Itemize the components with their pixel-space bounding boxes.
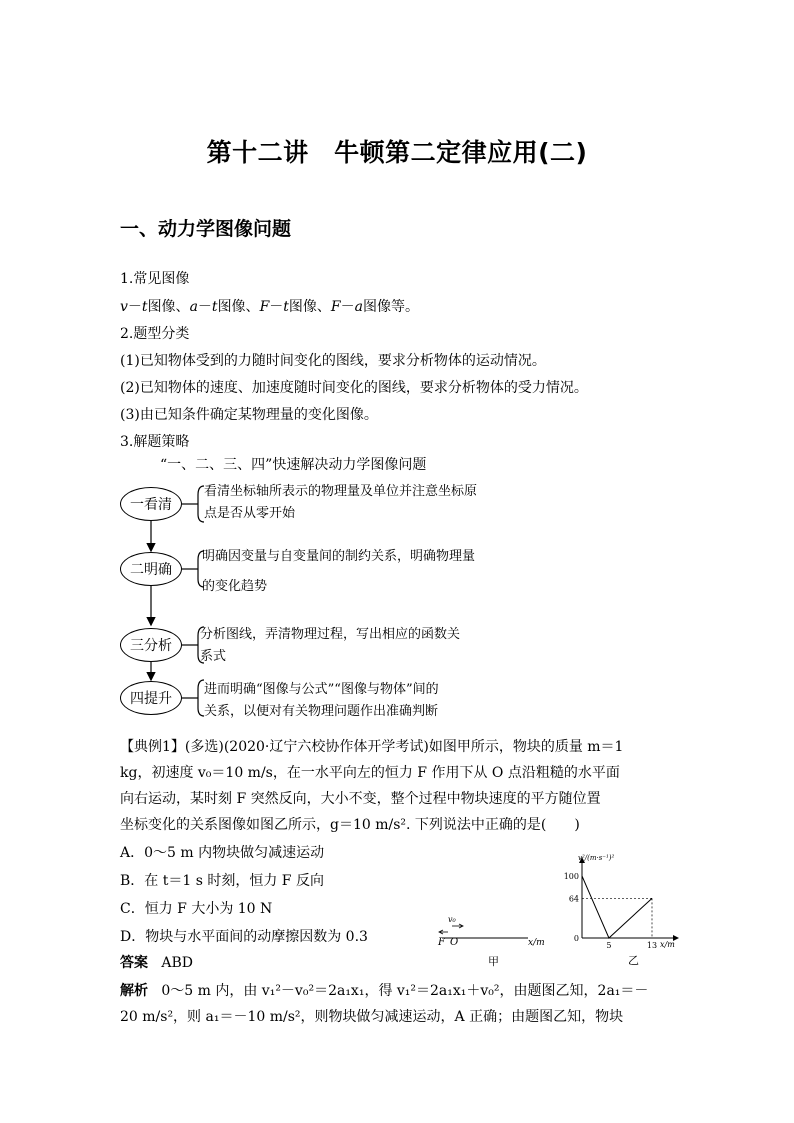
fig-jia-caption: 甲 (488, 955, 499, 968)
fig-jia-O-label: O (450, 937, 459, 948)
step-1-text: 看清坐标轴所表示的物理量及单位并注意坐标原 点是否从零开始 (204, 484, 478, 521)
problem-type-1: (1)已知物体受到的力随时间变化的图线，要求分析物体的运动情况。 (120, 353, 546, 369)
figure-jia (432, 910, 552, 970)
option-d: D．物块与水平面间的动摩擦因数为 0.3 (120, 929, 368, 945)
fig-jia-v0-label: v₀ (448, 915, 456, 924)
problem-type-3: (3)由已知条件确定某物理量的变化图像。 (120, 407, 378, 423)
option-a: A．0～5 m 内物块做匀减速运动 (120, 845, 325, 861)
step-oval-1: 一看清 (120, 487, 182, 521)
y-axis-label: v²/(m·s⁻¹)² (578, 854, 615, 862)
graph-types-line: v－t图像、a－t图像、F－t图像、F－a图像等。 (120, 299, 419, 315)
step-oval-3: 三分析 (120, 628, 182, 662)
problem-type-2: (2)已知物体的速度、加速度随时间变化的图线，要求分析物体的受力情况。 (120, 380, 588, 396)
step-4-text: 进而明确“图像与公式”“图像与物体”间的 关系，以便对有关物理问题作出准确判断 (204, 682, 439, 719)
fig-yi-caption: 乙 (628, 954, 639, 967)
analysis: 解析 0～5 m 内，由 v₁²－v₀²＝2a₁x₁，得 v₁²＝2a₁x₁＋v₀²，由题图乙知，2a₁＝－ 20 m/s²，则 a₁＝－10 m/s²，则物块做匀减速运动，A 正确；由题图乙知，物块 (120, 983, 649, 1025)
step-2-text: 明确因变量与自变量间的制约关系，明确物理量 的变化趋势 (202, 549, 476, 594)
strategy-caption: “一、二、三、四”快速解决动力学图像问题 (160, 457, 427, 473)
example-problem: 【典例1】(多选)(2020·辽宁六校协作体开学考试)如图甲所示，物块的质量 m＝1 kg，初速度 v₀＝10 m/s，在一水平向左的恒力 F 作用下从 O 点沿粗糙的水平面 向右运动，某时刻 F 突然反向，大小不变，整个过程中物块速度的平方随位置 坐标变化的关系图像如图乙所示，g＝10 m/s². 下列说法中正确的是( ) (120, 739, 624, 833)
y-tick-100: 100 (563, 872, 579, 881)
heading-strategy: 3.解题策略 (120, 434, 190, 450)
y-tick-64: 64 (568, 894, 579, 904)
heading-common-graphs: 1.常见图像 (120, 271, 190, 287)
x-axis-label: x/m (660, 940, 675, 949)
step-oval-4: 四提升 (120, 681, 182, 715)
x-tick-5: 5 (606, 941, 612, 950)
figure-yi-chart (548, 846, 684, 968)
y-tick-0: 0 (573, 934, 579, 943)
fig-jia-F-label: F (438, 937, 445, 948)
page-title: 第十二讲 牛顿第二定律应用(二) (206, 138, 588, 167)
answer-line: 答案 ABD (120, 955, 193, 971)
section-heading: 一、动力学图像问题 (120, 218, 292, 240)
x-tick-13: 13 (646, 941, 658, 950)
step-oval-2: 二明确 (120, 552, 182, 586)
option-c: C．恒力 F 大小为 10 N (120, 901, 273, 917)
heading-problem-types: 2.题型分类 (120, 326, 190, 342)
fig-jia-xaxis-label: x/m (528, 938, 545, 948)
step-3-text: 分析图线，弄清物理过程，写出相应的函数关 系式 (200, 627, 461, 664)
option-b: B．在 t＝1 s 时刻，恒力 F 反向 (120, 873, 324, 889)
series-line (582, 876, 652, 938)
